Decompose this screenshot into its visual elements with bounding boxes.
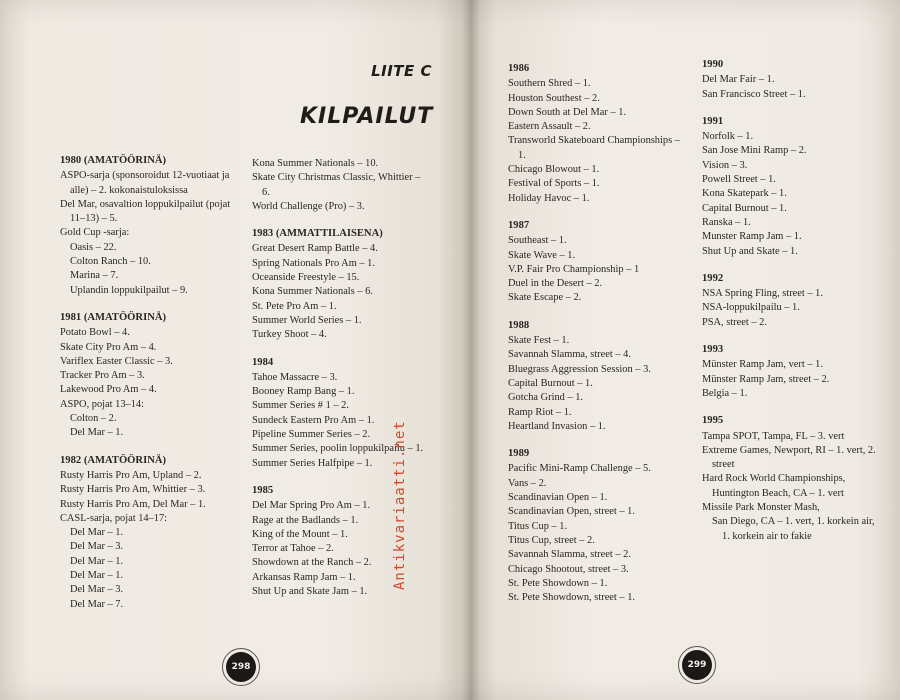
competition-entry: Skate Escape – 2. [508,292,582,304]
competition-entry: Great Desert Ramp Battle – 4. [252,243,378,255]
competition-entry: Shut Up and Skate Jam – 1. [252,586,368,598]
year-section [508,62,688,206]
year-heading: 1993 [702,344,724,356]
column-4 [702,58,882,557]
competition-entry: Showdown at the Ranch – 2. [252,557,372,569]
year-heading: 1989 [508,448,530,460]
competition-entry: Summer Series # 1 – 2. [252,400,349,412]
competition-entry: Summer Series, poolin loppukilpailu – 1. [252,443,424,455]
competition-entry: Oceanside Freestyle – 15. [252,272,360,284]
competition-entry: Tampa SPOT, Tampa, FL – 3. vert [702,430,845,442]
competition-entry: Potato Bowl – 4. [60,327,130,339]
competition-entry: Savannah Slamma, street – 4. [508,349,631,361]
chapter-title: KILPAILUT [300,104,434,129]
page-number-left: 298 [226,652,256,682]
year-heading: 1982 (AMATÖÖRINÄ) [60,454,167,466]
competition-entry: Scandinavian Open, street – 1. [508,506,635,518]
competition-entry: Del Mar – 1. [70,527,124,539]
competition-entry: San Jose Mini Ramp – 2. [702,145,807,157]
watermark-text: Antikvariaatti.net [392,420,408,590]
competition-entry: Münster Ramp Jam, street – 2. [702,373,830,385]
competition-entry: Norfolk – 1. [702,131,754,143]
competition-entry: Down South at Del Mar – 1. [508,106,627,118]
competition-entry: Houston Southest – 2. [508,92,600,104]
competition-entry: Ramp Riot – 1. [508,406,572,418]
competition-entry: Turkey Shoot – 4. [252,329,327,341]
competition-entry: St. Pete Pro Am – 1. [252,300,337,312]
competition-entry: NSA Spring Fling, street – 1. [702,288,823,300]
competition-entry: Spring Nationals Pro Am – 1. [252,257,375,269]
year-section [508,447,688,605]
competition-entry: Variflex Easter Classic – 3. [60,355,173,367]
competition-entry: Ranska – 1. [702,216,751,228]
competition-entry: Rage at the Badlands – 1. [252,514,359,526]
year-section [60,311,242,441]
year-section [702,272,882,330]
watermark-container [392,420,412,610]
year-heading: 1988 [508,319,530,331]
competition-entry: Del Mar – 3. [70,584,124,596]
year-section [702,115,882,259]
competition-entry: Eastern Assault – 2. [508,121,591,133]
competition-entry: Scandinavian Open – 1. [508,492,608,504]
page-number-right: 299 [682,650,712,680]
competition-entry: Summer Series Halfpipe – 1. [252,457,373,469]
column-3 [508,62,688,618]
competition-entry: Chicago Shootout, street – 3. [508,563,629,575]
competition-entry: Colton – 2. [70,413,117,425]
competition-entry: Munster Ramp Jam – 1. [702,231,802,243]
competition-entry: Pacific Mini-Ramp Challenge – 5. [508,463,651,475]
competition-entry: World Challenge (Pro) – 3. [252,200,365,212]
competition-entry: Del Mar – 7. [70,598,124,610]
competition-entry: Summer World Series – 1. [252,314,362,326]
year-section [252,227,430,342]
competition-entry: Booney Ramp Bang – 1. [252,386,355,398]
competition-entry: Del Mar – 3. [70,541,124,553]
year-section [508,319,688,434]
competition-entry: Titus Cup – 1. [508,520,568,532]
competition-entry: Rusty Harris Pro Am, Whittier – 3. [60,484,206,496]
book-gutter [462,0,480,700]
year-heading: 1985 [252,484,274,496]
competition-entry: ASPO-sarja (sponsoroidut 12-vuotiaat ja alle) – 2. kokonaistuloksissa [60,170,230,196]
competition-entry: Sundeck Eastern Pro Am – 1. [252,414,375,426]
competition-entry: PSA, street – 2. [702,316,767,328]
competition-entry: Tracker Pro Am – 3. [60,370,145,382]
competition-entry: NSA-loppukilpailu – 1. [702,302,800,314]
competition-entry: Arkansas Ramp Jam – 1. [252,571,356,583]
competition-entry: Hard Rock World Championships, Huntington Beach, CA – 1. vert [702,473,846,499]
competition-entry: Kona Summer Nationals – 6. [252,286,373,298]
competition-entry: Bluegrass Aggression Session – 3. [508,363,651,375]
competition-entry: Del Mar – 1. [70,570,124,582]
competition-entry: Skate City Christmas Classic, Whittier – 6. [252,172,421,198]
competition-entry: Extreme Games, Newport, RI – 1. vert, 2. street [702,444,876,471]
column-1 [60,154,242,625]
year-section [702,58,882,102]
year-heading: 1987 [508,219,530,231]
year-heading: 1991 [702,115,724,127]
competition-entry: St. Pete Showdown, street – 1. [508,592,635,604]
competition-entry: Münster Ramp Jam, vert – 1. [702,359,823,371]
competition-entry: Southeast – 1. [508,235,567,247]
competition-entry: CASL-sarja, pojat 14–17: [60,512,168,524]
competition-entry: V.P. Fair Pro Championship – 1 [508,263,640,275]
year-section [252,157,430,214]
competition-entry: Vision – 3. [702,159,748,171]
competition-entry: Del Mar Spring Pro Am – 1. [252,500,371,512]
competition-entry: Tahoe Massacre – 3. [252,371,338,383]
year-heading: 1990 [702,59,724,70]
competition-entry: Kona Skatepark – 1. [702,188,787,200]
year-heading: 1984 [252,356,274,368]
competition-entry: Skate City Pro Am – 4. [60,341,157,353]
competition-entry: Missile Park Monster Mash, [702,502,820,514]
competition-entry: Southern Shred – 1. [508,78,591,90]
competition-entry: Shut Up and Skate – 1. [702,245,798,257]
chapter-label: LIITE C [371,62,432,80]
competition-entry: King of the Mount – 1. [252,528,348,540]
year-section [702,343,882,401]
competition-entry: Del Mar – 1. [70,427,124,439]
year-section [60,154,242,298]
competition-entry: Capital Burnout – 1. [508,377,593,389]
competition-entry: Powell Street – 1. [702,174,776,186]
competition-entry: Kona Summer Nationals – 10. [252,158,379,169]
competition-entry: Marina – 7. [70,270,119,282]
competition-entry: Titus Cup, street – 2. [508,534,595,546]
year-heading: 1986 [508,63,530,74]
competition-entry: ASPO, pojat 13–14: [60,398,144,410]
competition-entry: Colton Ranch – 10. [70,256,151,268]
competition-entry: San Diego, CA – 1. vert, 1. korkein air, 1. korkein air to fakie [712,516,875,542]
competition-entry: Lakewood Pro Am – 4. [60,384,157,396]
competition-entry: Rusty Harris Pro Am, Del Mar – 1. [60,498,206,510]
competition-entry: Skate Wave – 1. [508,249,576,261]
competition-entry: San Francisco Street – 1. [702,88,806,100]
competition-entry: Del Mar – 1. [70,555,124,567]
competition-entry: Rusty Harris Pro Am, Upland – 2. [60,469,202,481]
competition-entry: Belgia – 1. [702,387,748,399]
competition-entry: Del Mar Fair – 1. [702,74,775,86]
year-heading: 1983 (AMMATTILAISENA) [252,228,383,240]
competition-entry: Heartland Invasion – 1. [508,420,606,432]
competition-entry: Skate Fest – 1. [508,335,570,347]
year-section [60,454,242,612]
competition-entry: Gold Cup -sarja: [60,227,130,239]
competition-entry: Capital Burnout – 1. [702,202,787,214]
competition-entry: Duel in the Desert – 2. [508,278,603,290]
competition-entry: Chicago Blowout – 1. [508,164,600,176]
competition-entry: Del Mar, osavaltion loppukilpailut (pojat 11–13) – 5. [60,198,231,225]
year-heading: 1995 [702,415,724,427]
year-section [508,219,688,306]
competition-entry: Terror at Tahoe – 2. [252,543,334,555]
competition-entry: Pipeline Summer Series – 2. [252,429,371,441]
competition-entry: Savannah Slamma, street – 2. [508,549,631,561]
year-section [702,414,882,544]
competition-entry: St. Pete Showdown – 1. [508,577,608,589]
competition-entry: Festival of Sports – 1. [508,178,600,190]
competition-entry: Transworld Skateboard Championships – 1. [508,135,680,161]
competition-entry: Gotcha Grind – 1. [508,392,584,404]
year-heading: 1980 (AMATÖÖRINÄ) [60,155,167,166]
competition-entry: Vans – 2. [508,477,547,489]
competition-entry: Holiday Havoc – 1. [508,192,590,204]
year-heading: 1981 (AMATÖÖRINÄ) [60,311,167,323]
year-heading: 1992 [702,272,724,284]
competition-entry: Oasis – 22. [70,241,117,253]
competition-entry: Uplandin loppukilpailut – 9. [70,284,188,296]
